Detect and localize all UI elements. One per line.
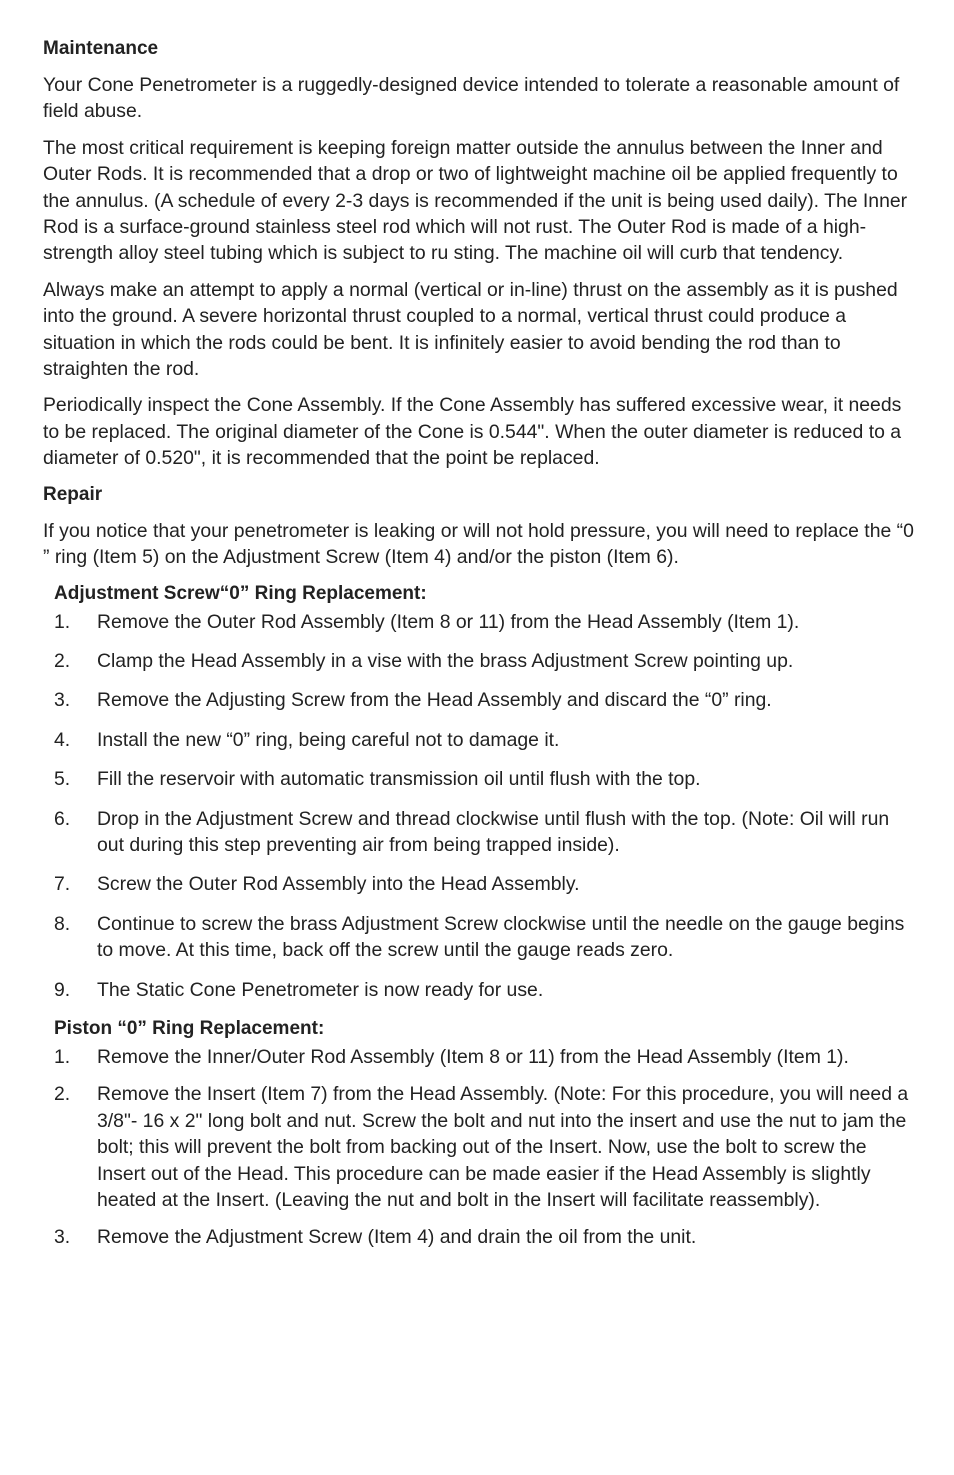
step-number: 3.: [54, 689, 71, 712]
step-text: Clamp the Head Assembly in a vise with the brass Adjustment Screw pointing up.: [97, 649, 794, 672]
list-item: [43, 766, 915, 792]
piston-steps: [43, 1044, 915, 1251]
repair-heading: Repair: [43, 483, 103, 505]
step-text: Remove the Adjustment Screw (Item 4) and drain the oil from the unit.: [97, 1226, 697, 1249]
step-text: Screw the Outer Rod Assembly into the Head Assembly.: [97, 873, 580, 896]
list-item: [43, 1224, 915, 1250]
step-number: 2.: [54, 1083, 71, 1106]
step-number: 7.: [54, 873, 71, 896]
list-item: [43, 609, 915, 635]
list-item: [43, 687, 915, 713]
maintenance-heading: Maintenance: [43, 38, 159, 59]
document-page: [43, 36, 915, 1262]
list-item: [43, 977, 915, 1003]
adjustment-screw-steps: [43, 609, 915, 1003]
step-text: Remove the Insert (Item 7) from the Head Assembly. (Note: For this procedure, you will need a 3/8"- 16 x 2" long bolt and nut. Screw the bolt and nut into the insert and use the nut to jam the bolt; this will prevent the bolt from backing out of the Insert. Now, use the bolt to screw the Insert out of the Head. This procedure can be made easier if the Head Assembly is slightly heated at the Insert. (Leaving the nut and bolt in the Insert will facilitate reassembly).: [97, 1083, 909, 1211]
list-item: [43, 1044, 915, 1070]
step-number: 1.: [54, 1045, 71, 1068]
list-item: [43, 871, 915, 897]
maintenance-paragraph: Your Cone Penetrometer is a ruggedly-designed device intended to tolerate a reasonable amount of field abuse.: [43, 74, 900, 123]
step-text: Remove the Outer Rod Assembly (Item 8 or 11) from the Head Assembly (Item 1).: [97, 610, 800, 633]
step-text: Fill the reservoir with automatic transmission oil until flush with the top.: [97, 768, 701, 791]
maintenance-paragraph: The most critical requirement is keeping foreign matter outside the annulus between the Inner and Outer Rods. It is recommended that a drop or two of lightweight machine oil be applied frequently to the annulus. (A schedule of every 2-3 days is recommended if the unit is being used daily). The Inner Rod is a surface-ground stainless steel rod which will not rust. The Outer Rod is made of a high-strength alloy steel tubing which is subject to ru sting. The machine oil will curb that tendency.: [43, 136, 908, 265]
step-text: The Static Cone Penetrometer is now ready for use.: [97, 978, 544, 1001]
maintenance-paragraph: Always make an attempt to apply a normal (vertical or in-line) thrust on the assembly as it is pushed into the ground. A severe horizontal thrust coupled to a normal, vertical thrust could produce a situation in which the rods could be bent. It is infinitely easier to avoid bending the rod than to straighten the rod.: [43, 278, 898, 381]
step-number: 2.: [54, 649, 71, 672]
list-item: [43, 1081, 915, 1213]
step-text: Install the new “0” ring, being careful not to damage it.: [97, 728, 560, 751]
step-number: 9.: [54, 978, 71, 1001]
maintenance-paragraph: Periodically inspect the Cone Assembly. If the Cone Assembly has suffered excessive wear, it needs to be replaced. The original diameter of the Cone is 0.544". When the outer diameter is reduced to a diameter of 0.520", it is recommended that the point be replaced.: [43, 394, 902, 470]
list-item: [43, 911, 915, 964]
adjustment-screw-heading: Adjustment Screw“0” Ring Replacement:: [54, 582, 427, 604]
list-item: [43, 727, 915, 753]
step-number: 3.: [54, 1226, 71, 1249]
piston-heading: Piston “0” Ring Replacement:: [54, 1017, 325, 1039]
repair-paragraph: If you notice that your penetrometer is leaking or will not hold pressure, you will need to replace the “0 ” ring (Item 5) on the Adjustment Screw (Item 4) and/or the piston (Item 6).: [43, 519, 914, 569]
step-number: 5.: [54, 768, 71, 791]
list-item: [43, 806, 915, 859]
step-number: 4.: [54, 728, 71, 751]
step-text: Continue to screw the brass Adjustment Screw clockwise until the needle on the gauge begins to move. At this time, back off the screw until the gauge reads zero.: [97, 912, 905, 962]
step-text: Remove the Adjusting Screw from the Head Assembly and discard the “0” ring.: [97, 689, 772, 712]
step-number: 6.: [54, 807, 71, 830]
list-item: [43, 648, 915, 674]
step-number: 8.: [54, 912, 71, 935]
step-text: Drop in the Adjustment Screw and thread clockwise until flush with the top. (Note: Oil will run out during this step preventing air from being trapped inside).: [97, 807, 890, 856]
step-number: 1.: [54, 610, 71, 633]
step-text: Remove the Inner/Outer Rod Assembly (Item 8 or 11) from the Head Assembly (Item 1).: [97, 1045, 849, 1068]
